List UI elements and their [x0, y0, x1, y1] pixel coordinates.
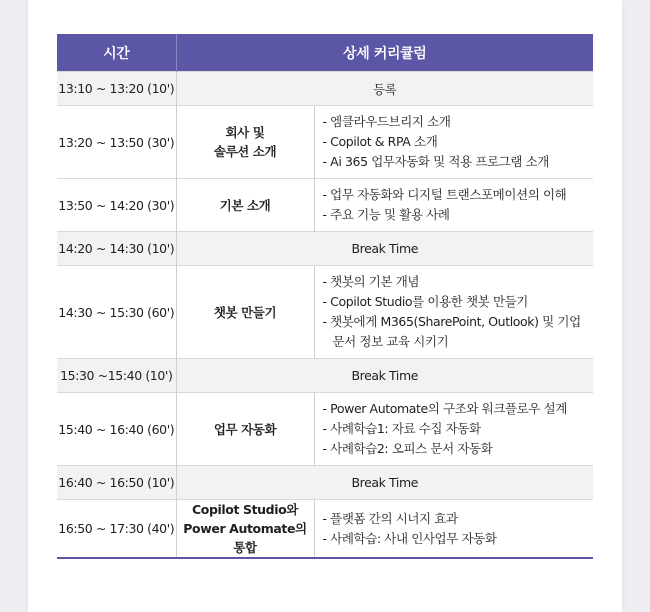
detail-item: - 업무 자동화와 디지털 트랜스포메이션의 이해	[322, 187, 567, 202]
row-details	[314, 179, 593, 232]
row-title-line: 회사 및	[225, 125, 265, 140]
row-details	[314, 266, 593, 359]
table-row	[57, 266, 593, 359]
table-row	[57, 106, 593, 179]
row-title-line: 챗봇 만들기	[213, 304, 277, 320]
row-details	[314, 500, 593, 559]
row-time: 13:50 ~ 14:20 (30')	[57, 179, 176, 232]
row-time: 14:30 ~ 15:30 (60')	[57, 266, 176, 359]
row-span-label: Break Time	[176, 232, 593, 266]
table-row	[57, 500, 593, 559]
detail-item: - 사례학습2: 오피스 문서 자동화	[322, 441, 493, 456]
row-title-line: 업무 자동화	[213, 421, 277, 437]
detail-item: - 챗봇의 기본 개념	[322, 274, 420, 289]
table-row	[57, 393, 593, 466]
content-card	[28, 0, 622, 612]
row-span-label: 등록	[176, 72, 593, 106]
row-title-line: 솔루션 소개	[213, 144, 277, 159]
row-span-label: Break Time	[176, 359, 593, 393]
row-title	[176, 266, 314, 359]
row-title	[176, 179, 314, 232]
detail-item: - 사례학습1: 자료 수집 자동화	[322, 421, 481, 436]
table-row	[57, 232, 593, 266]
row-time: 14:20 ~ 14:30 (10')	[57, 232, 176, 266]
schedule-table	[57, 34, 593, 559]
header-time: 시간	[57, 34, 176, 72]
row-time: 15:30 ~15:40 (10')	[57, 359, 176, 393]
row-title	[176, 106, 314, 179]
row-title-line: 기본 소개	[219, 197, 271, 213]
table-row	[57, 359, 593, 393]
row-title-line: Power Automate의 통합	[183, 521, 307, 555]
row-title	[176, 500, 314, 559]
row-title-line: Copilot Studio와	[192, 502, 298, 517]
detail-item: - 플랫폼 간의 시너지 효과	[322, 510, 458, 526]
row-details	[314, 106, 593, 179]
table-header-row	[57, 34, 593, 72]
detail-item: - Copilot & RPA 소개	[322, 134, 438, 149]
row-time: 16:40 ~ 16:50 (10')	[57, 466, 176, 500]
detail-item: - Copilot Studio를 이용한 챗봇 만들기	[322, 294, 528, 309]
detail-item: - Power Automate의 구조와 워크플로우 설계	[322, 401, 567, 416]
row-time: 13:10 ~ 13:20 (10')	[57, 72, 176, 106]
table-row	[57, 179, 593, 232]
table-row	[57, 466, 593, 500]
row-time: 15:40 ~ 16:40 (60')	[57, 393, 176, 466]
row-details	[314, 393, 593, 466]
row-time: 16:50 ~ 17:30 (40')	[57, 500, 176, 559]
row-time: 13:20 ~ 13:50 (30')	[57, 106, 176, 179]
header-curriculum: 상세 커리큘럼	[176, 34, 593, 72]
detail-item: - 사례학습: 사내 인사업무 자동화	[322, 530, 497, 546]
detail-item: - Ai 365 업무자동화 및 적용 프로그램 소개	[322, 154, 549, 169]
detail-item: - 엠클라우드브리지 소개	[322, 114, 451, 129]
row-span-label: Break Time	[176, 466, 593, 500]
row-title	[176, 393, 314, 466]
detail-item: - 주요 기능 및 활용 사례	[322, 207, 450, 222]
detail-item: - 챗봇에게 M365(SharePoint, Outlook) 및 기업 문서 정보 교육 시키기	[322, 314, 581, 349]
table-row	[57, 72, 593, 106]
